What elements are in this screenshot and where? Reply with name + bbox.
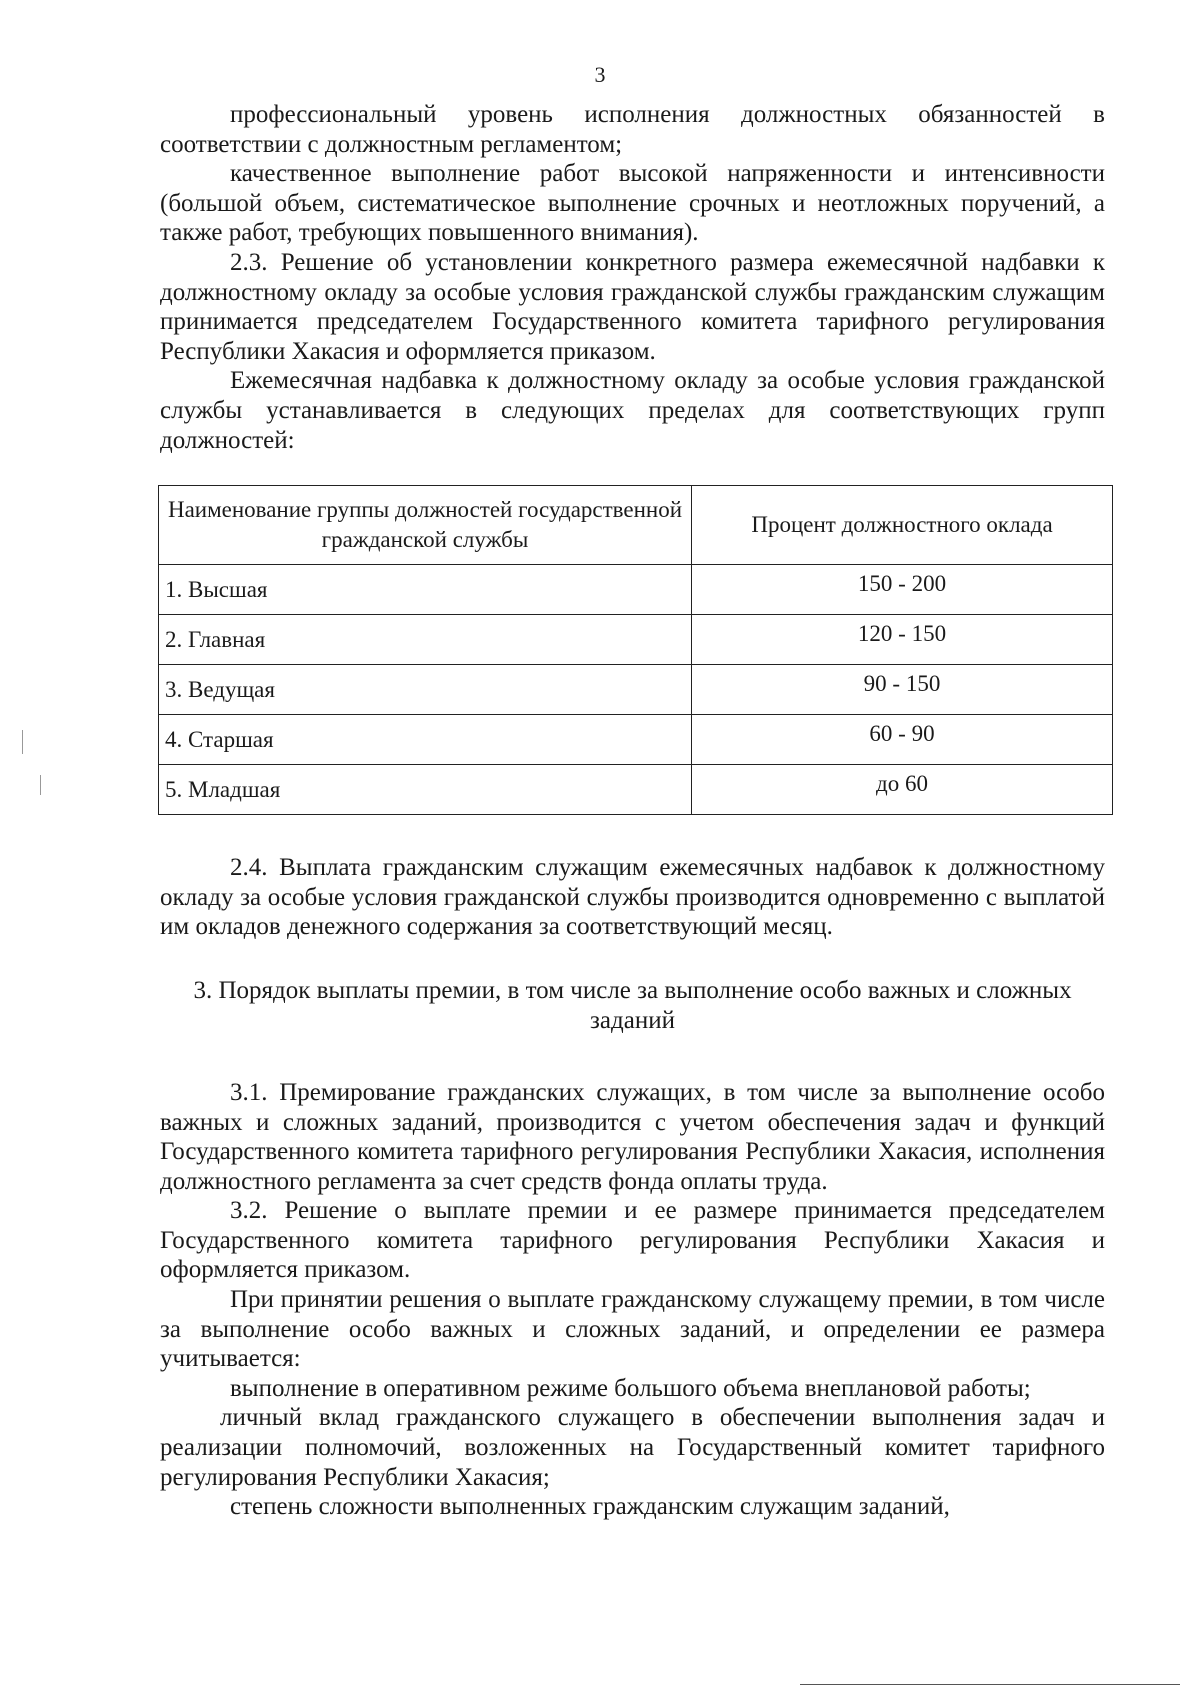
table-row bbox=[159, 615, 1113, 665]
percent-cell: 120 - 150 bbox=[692, 615, 1113, 665]
table-header-row bbox=[159, 486, 1113, 565]
percent-cell: до 60 bbox=[692, 765, 1113, 815]
header-percent: Процент должностного оклада bbox=[692, 486, 1113, 565]
table-row bbox=[159, 565, 1113, 615]
paragraph-monthly-allowance: Ежемесячная надбавка к должностному окладу за особые условия гражданской службы устанавливается в следующих пределах для соответствующих групп должностей: bbox=[160, 367, 1105, 454]
paragraph-2-3: 2.3. Решение об установлении конкретного размера ежемесячной надбавки к должностному окладу за особые условия гражданской службы гражданским служащим принимается председателем Государственного комитета тарифного регулирования Республики Хакасия и оформляется приказом. bbox=[160, 248, 1105, 365]
section-3-title: 3. Порядок выплаты премии, в том числе за выполнение особо важных и сложных заданий bbox=[193, 976, 1072, 1034]
document-body bbox=[160, 100, 1105, 1522]
table-row bbox=[159, 765, 1113, 815]
paragraph-3-2: 3.2. Решение о выплате премии и ее размере принимается председателем Государственного комитета тарифного регулирования Республики Хакасия и оформляется приказом. bbox=[160, 1197, 1105, 1284]
scan-mark bbox=[22, 730, 23, 754]
paragraph-2-4: 2.4. Выплата гражданским служащим ежемесячных надбавок к должностному окладу за особые условия гражданской службы производится одновременно с выплатой им окладов денежного содержания за соответствующий месяц. bbox=[160, 854, 1105, 941]
page-number: 3 bbox=[594, 62, 606, 87]
table-row bbox=[159, 665, 1113, 715]
scan-mark bbox=[40, 775, 41, 795]
paragraph-quality-work: качественное выполнение работ высокой напряженности и интенсивности (большой объем, систематическое выполнение срочных и неотложных поручений, а также работ, требующих повышенного внимания). bbox=[160, 160, 1105, 247]
paragraph-3-1: 3.1. Премирование гражданских служащих, в том числе за выполнение особо важных и сложных заданий, производится с учетом обеспечения задач и функций Государственного комитета тарифного регулирования Республики Хакасия, исполнения должностного регламента за счет средств фонда оплаты труда. bbox=[160, 1078, 1105, 1195]
header-group-name: Наименование группы должностей государственной гражданской службы bbox=[159, 486, 692, 565]
percent-cell: 150 - 200 bbox=[692, 565, 1113, 615]
group-name-cell: 3. Ведущая bbox=[159, 665, 692, 715]
group-name-cell: 2. Главная bbox=[159, 615, 692, 665]
paragraph-professional-level: профессиональный уровень исполнения должностных обязанностей в соответствии с должностным регламентом; bbox=[160, 101, 1105, 158]
group-name-cell: 5. Младшая bbox=[159, 765, 692, 815]
percent-cell: 90 - 150 bbox=[692, 665, 1113, 715]
table-row bbox=[159, 715, 1113, 765]
percent-cell: 60 - 90 bbox=[692, 715, 1113, 765]
group-name-cell: 1. Высшая bbox=[159, 565, 692, 615]
group-name-cell: 4. Старшая bbox=[159, 715, 692, 765]
paragraph-personal-contribution: личный вклад гражданского служащего в обеспечении выполнения задач и реализации полномочий, возложенных на Государственный комитет тарифного регулирования Республики Хакасия; bbox=[160, 1404, 1105, 1491]
allowance-table bbox=[158, 485, 1113, 815]
paragraph-bonus-criteria: При принятии решения о выплате гражданскому служащему премии, в том числе за выполнение особо важных и сложных заданий, и определении ее размера учитывается: bbox=[160, 1286, 1105, 1373]
footer-rule bbox=[800, 1684, 1180, 1685]
paragraph-task-complexity: степень сложности выполненных гражданским служащим заданий, bbox=[230, 1493, 950, 1521]
paragraph-unplanned-work: выполнение в оперативном режиме большого объема внеплановой работы; bbox=[230, 1374, 1031, 1402]
scan-marks bbox=[22, 0, 32, 1697]
